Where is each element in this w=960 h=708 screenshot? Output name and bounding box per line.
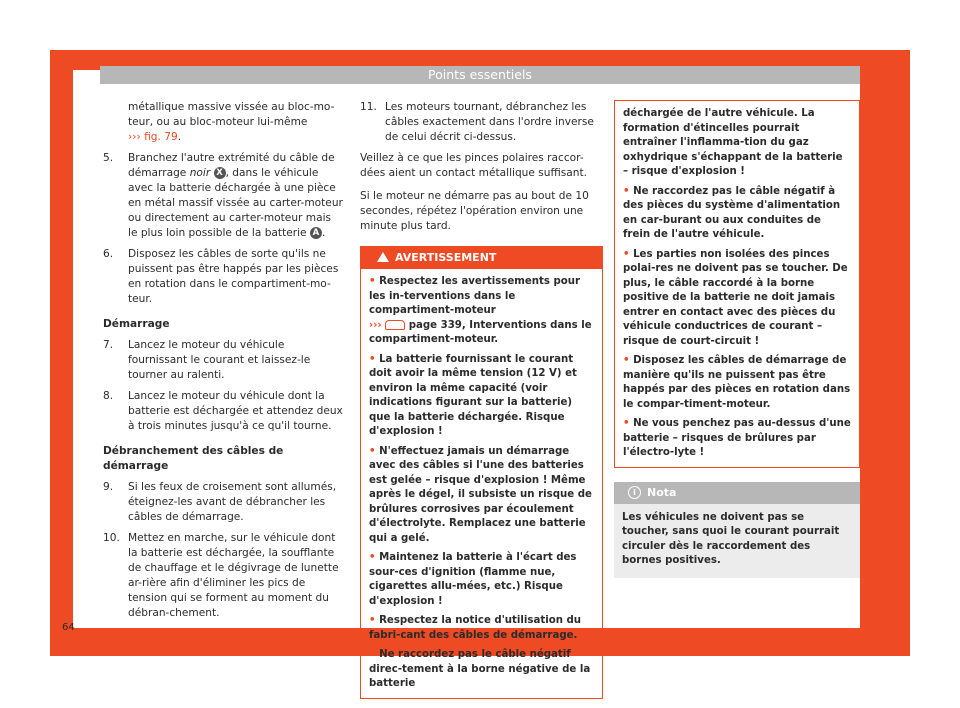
nota-header: i Nota <box>614 482 860 504</box>
step-9: 9. Si les feux de croisement sont allumés, éteignez-les avant de débrancher les câbles de démarrage. <box>103 481 337 523</box>
column-3 <box>614 100 860 578</box>
warning-bullet: • Disposez les câbles de démarrage de manière qu'ils ne puissent pas être happés par des pièces en rotation dans le compar-timent-moteur. <box>623 355 851 410</box>
page-number: 64 <box>62 622 75 633</box>
paragraph-retry: Si le moteur ne démarre pas au bout de 10 secondes, répétez l'opération environ une minute plus tard. <box>360 190 589 232</box>
warning-bullet: • Les parties non isolées des pinces polai-res ne doivent pas se toucher. De plus, le câble raccordé à la borne positive de la batterie ne doit jamais entrer en contact avec des pièces du véhicule conductrices de courant – risque de court-circuit ! <box>623 248 848 347</box>
warning-triangle-icon <box>377 252 389 262</box>
warning-bullet: • Ne vous penchez pas au-dessus d'une batterie – risques de brûlures par l'électro-lyte ! <box>623 418 851 458</box>
step-5: 5. Branchez l'autre extrémité du câble de démarrage noir X , dans le véhicule avec la batterie déchargée à une pièce en métal massif vissée au carter-moteur ou directement au carter-moteur mais le plus loin possible de la batterie A . <box>103 152 343 239</box>
step-10: 10. Mettez en marche, sur le véhicule dont la batterie est déchargée, la soufflante de chauffage et le dégivrage de lunette ar-rière afin d'éliminer les pics de tension qui se forment au moment du débran-chement. <box>103 532 339 619</box>
warning-body <box>361 269 602 698</box>
warning-bullet: • N'effectuez jamais un démarrage avec des câbles si l'une des batteries est gelée – risque d'explosion ! Même après le dégel, il subsiste un risque de brûlures corrosives par écoulement d'électrolyte. Remplacez une batterie qui a gelé. <box>369 445 592 544</box>
paragraph-contact: Veillez à ce que les pinces polaires raccor-dées aient un contact métallique suffisant. <box>360 152 588 179</box>
warning-continued-text: déchargée de l'autre véhicule. La formation d'étincelles pourrait entraîner l'inflamma-tion du gaz oxhydrique s'échappant de la batterie – risque d'explosion ! <box>623 108 843 177</box>
callout-badge-a: A <box>310 227 322 239</box>
warning-bullet: • Ne raccordez pas le câble négatif direc-tement à la borne négative de la batterie <box>369 649 591 689</box>
column-1 <box>103 100 343 627</box>
warning-body-continued <box>615 101 859 467</box>
figure-link[interactable]: ››› fig. 79 <box>128 131 178 143</box>
nota-box <box>614 482 860 578</box>
warning-bullet: • Respectez les avertissements pour les in-terventions dans le compartiment-moteur ››› page 339, Interventions dans le compartiment-moteur. <box>369 276 592 345</box>
page-header <box>100 66 860 84</box>
warning-box-continued <box>614 100 860 468</box>
warning-header: AVERTISSEMENT <box>361 247 602 269</box>
info-icon: i <box>628 486 641 499</box>
step-8: 8. Lancez le moteur du véhicule dont la batterie est déchargée et attendez deux à trois minutes jusqu'à ce qu'il tourne. <box>103 390 343 432</box>
warning-bullet: • Maintenez la batterie à l'écart des sour-ces d'ignition (flamme nue, cigarettes allu-mées, etc.) Risque d'explosion ! <box>369 552 577 607</box>
warning-bullet: • Ne raccordez pas le câble négatif à des pièces du système d'alimentation en car-burant ou aux conduites de frein de l'autre véhicule. <box>623 185 841 240</box>
car-engine-icon <box>385 320 405 330</box>
warning-box <box>360 246 603 699</box>
step-7: 7. Lancez le moteur du véhicule fournissant le courant et laissez-le tourner au ralenti. <box>103 339 311 381</box>
continued-step: métallique massive vissée au bloc-mo-teur, ou au bloc-moteur lui-même ››› fig. 79. <box>128 101 335 143</box>
step-11: 11. Les moteurs tournant, débranchez les câbles exactement dans l'ordre inverse de celui décrit ci-dessus. <box>360 101 594 143</box>
section-heading-demarrage: Démarrage <box>103 318 170 330</box>
header-title: Points essentiels <box>428 67 532 82</box>
warning-bullet: • Respectez la notice d'utilisation du fabri-cant des câbles de démarrage. <box>369 615 582 641</box>
column-2 <box>360 100 603 699</box>
step-6: 6. Disposez les câbles de sorte qu'ils ne puissent pas être happés par les pièces en rotation dans le compartiment-mo-teur. <box>103 248 339 305</box>
callout-badge-x: X <box>214 167 226 179</box>
section-heading-debranchement: Débranchement des câbles de démarrage <box>103 445 284 472</box>
warning-bullet: • La batterie fournissant le courant doit avoir la même tension (12 V) et environ la même capacité (voir indications figurant sur la batterie) que la batterie déchargée. Risque d'explosion ! <box>369 353 577 437</box>
nota-body: Les véhicules ne doivent pas se toucher, sans quoi le courant pourrait circuler dès le raccordement des bornes positives. <box>622 511 840 566</box>
